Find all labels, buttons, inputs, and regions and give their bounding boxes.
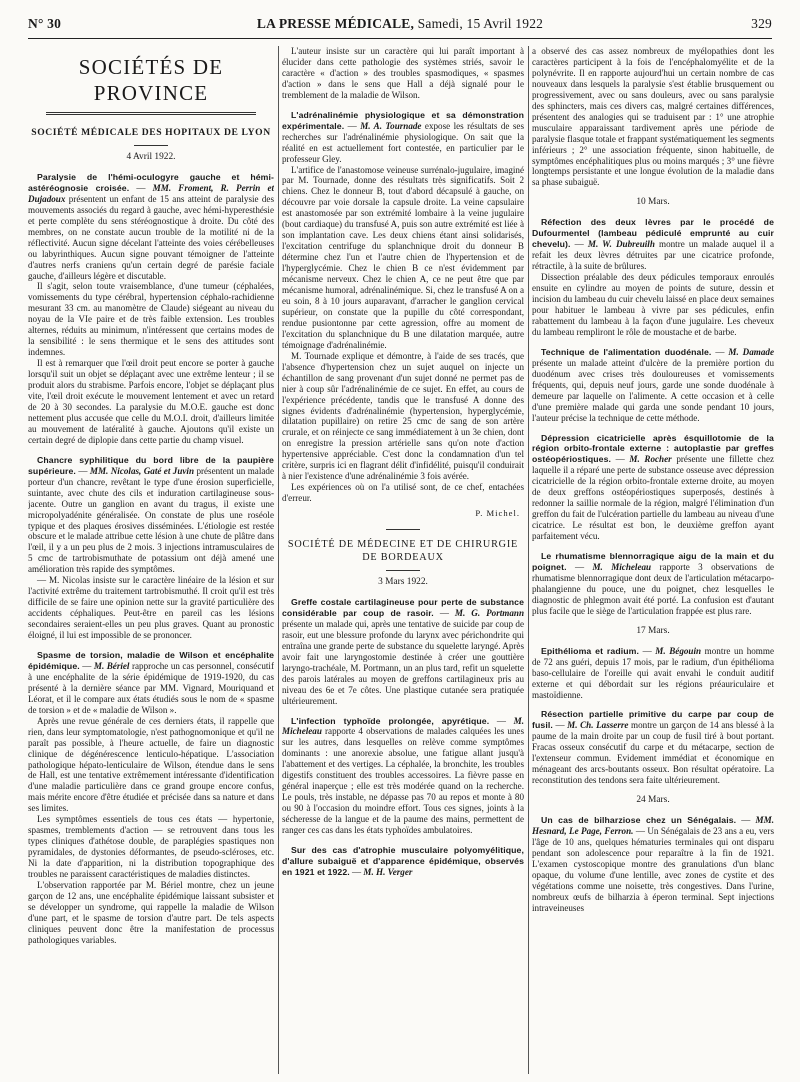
article-authors: M. Ch. Lasserre [567,720,629,731]
article-paragraph: Les expériences où on l'a utilisé sont, de ce chef, entachées d'erreur. [282,482,524,504]
article-entry: Un cas de bilharziose chez un Sénégalais. — MM. Hesnard, Le Page, Ferron. — Un Sénégalais de 23 ans a eu, vers l'âge de 10 ans, quelques hématuries terminales qui ont disparu pendant son adolescence pour reparaître à la fin de 1921. L'examen cystoscopique montre des granulations d'un blanc opaque, du volume d'une lentille, avec zones de cystite et des végétations comme une noisette, très congestives. Dans l'urine, nombreux œufs de bilharzia à éperon terminal. Sept injections intraveineuses [532,815,774,913]
article-text: présente un malade qui, après une tentative de suicide par coup de rasoir, eut une blessure profonde du larynx avec périchondrite qui entraîna une grande perte de substance du squelette laryngé. Après avoir fait une laryngostomie destinée à créer une gouttière laryngo-trachéale, M. Portmann, un an plus tard, refit un squelette des parois latérales au moyen de greffons cartilagineux pris au niveau des 6e et 7e côtes. Une plastique cutanée sera pratiquée ultérieurement. [282,618,524,706]
article-text: présentent un enfant de 15 ans atteint de paralysie des mouvements associés du regard à gauche, avec hémi-hyperesthésie et perte complète du sens stéréognostique à droite. Du côté des membres, on ne constate aucun trouble de la motilité ni de la réflectivité. Aucun signe décelant l'atteinte des voies cérébelleuses ou labyrinthiques. Aucun signe pouvant témoigner de l'atteinte d'autres nerfs craniens qu'un certain degré de parésie faciale gauche, d'ailleurs légère et discutable. [28,193,274,281]
article-authors: MM. Hesnard, Le Page, Ferron. [532,815,774,837]
article-entry: Spasme de torsion, maladie de Wilson et encéphalite épidémique. — M. Bériel rapproche un cas personnel, consécutif à une encéphalite de la série épidémique de 1919-1920, du cas présenté à la dernière séance par MM. Vignard, Mouriquand et Léorat, et il le compare aux états étudiés sous le nom de « spasme de torsion » et de « maladie de Wilson ». [28,649,274,715]
article-title: Paralysie de l'hémi-oculogyre gauche et hémi-astéréognosie croisée. [28,171,274,193]
header-rule [28,38,772,39]
article-authors: M. Rocher [629,454,672,465]
article-entry: L'adrénalinémie physiologique et sa démonstration expérimentale. — M. A. Tournade expose les résultats de ses recherches sur l'adrénalinémie physiologique. On sait que la réalité en est actuellement fort contestée, en particulier par le professeur Gley. [282,109,524,164]
session-date: 3 Mars 1922. [378,577,428,588]
report-signature: P. Michel. [475,508,520,519]
article-text: présente une fillette chez laquelle il a réparé une perte de substance osseuse avec dépression cicatricielle de la région orbito-frontale externe droite, au moyen de deux greffons ostéopériostiques superposés, destinés à redonner la saillie normale de la région, malgré l'élimination d'un greffon du fait de l'ulcération partielle du lambeau au niveau d'une cicatrice. Le résultat est bon, le deuxième greffon ayant parfaitement vécu. [532,454,774,542]
article-paragraph: Il s'agit, selon toute vraisemblance, d'une tumeur (céphalées, vomissements du type cérébral, hypertension céphalo-rachidienne mesurant 33 cm. au manomètre de Claude) siégeant au niveau du noyau de la VIe paire et de très faible extension. Les troubles alternes, réduits au minimum, n'intéressent que certains modes de la sensibilité : le sens thermique et le sens des attitudes sont indemnes. [28,281,274,358]
article-authors: M. W. Dubreuilh [587,239,655,250]
article-authors: M. G. Portmann [454,607,524,618]
section-rule [386,529,420,530]
article-entry: Dépression cicatricielle après ésquillotomie de la région orbito-frontale externe : autoplastie par greffes ostéopériostiques. — M. Rocher présente une fillette chez laquelle il a réparé une perte de substance osseuse avec dépression cicatricielle de la région orbito-frontale externe droite, au moyen de deux greffons ostéopériostiques superposés, destinés à redonner la saillie normale de la région, malgré l'élimination d'un greffon du fait de l'ulcération partielle du lambeau au niveau d'une cicatrice. Le résultat est bon, le deuxième greffon ayant parfaitement vécu. [532,432,774,542]
article-text: rapporte 3 observations de rhumatisme blennorragique dont deux de l'articulation métacarpo-phalangienne du pouce, une du poignet, chez lesquelles le diagnostic de phlegmon avait été porté. La confusion est d'autant plus facile que le siège de l'articulation frappée est plus rare. [532,561,774,616]
article-paragraph: Après une revue générale de ces derniers états, il rappelle que rien, dans leur symptomatologie, n'est pathognomonique et qu'il ne paraît pas possible, à l'heure actuelle, de faire un diagnostic clinique de dégénérescence lenticulo-hépatique. L'association pathologique hépato-lenticulaire de Wilson, étendue dans le sens de Hall, est une tentative extrêmement intéressante d'identification d'une maladie particulière dans ce grand groupe encore confus, mais mérite encore d'être étudiée et précisée dans sa nature et dans ses limites. [28,715,274,814]
society-rule [386,570,420,571]
society-name: SOCIÉTÉ MÉDICALE DES HOPITAUX DE LYON [31,127,271,138]
article-title: L'infection typhoïde prolongée, apyrétique. [291,715,490,726]
article-paragraph: L'artifice de l'anastomose veineuse surrénalo-jugulaire, imaginé par M. Tournade, donne des résultats très significatifs. Soit 2 chiens. Chez le donneur B, tout d'abord décapsulé à gauche, on découvre par voie dorsale la capsule droite. La veine capsulaire est anastomosée par son extrémité lombaire à la veine jugulaire (bout cardiaque) du transfusé A, puis son autre extrémité est liée à son implantation cave. Les deux chiens étant ainsi solidarisés, l'excitation centrifuge du splanchnique droit du donneur B détermine chez l'un et l'autre chien de l'hypertension et de l'hyperglycémie. Chez le chien B ce n'est évidemment par mécanisme nerveux. Chez le chien A, ce ne peut être que par mécanisme humoral, adrénalinémique. Si, chez le transfusé A on a eu soin, 8 à 10 jours auparavant, d'arracher le ganglion cervical supérieur, on constate que la pupille du côté correspondant, rendue pusiontonne par cette agression, offre au moment de l'excitation du splanchnique du B une dilatation marquée, autre témoignage d'adrénalinémie. [282,164,524,350]
article-entry: Chancre syphilitique du bord libre de la paupière supérieure. — MM. Nicolas, Gaté et Juvin présentent un malade porteur d'un chancre, revêtant le type d'une érosion superficielle, suintante, avec chute des cils et induration cartilagineuse sous-jacente. Outre un ganglion en avant du tragus, il existe une micropolyadénite généralisée. On constate de plus une roséole typique et des plaques érosives disséminées. L'étiologie est restée obscure et le malade attribue cette lésion à une chute de plâtre dans l'œil, il y a un peu plus de 2 mois. 3 injections intramusculaires de 5 cmc de tartrobismuthate de potassium ont déjà amené une amélioration très rapide des symptômes. [28,454,274,575]
article-paragraph: Il est à remarquer que l'œil droit peut encore se porter à gauche lorsqu'il suit un objet se déplaçant avec une extrême lenteur ; il se produit alors du strabisme. Parfois encore, l'objet se déplaçant plus vite, l'œil droit exécute le mouvement lentement et avec un retard de 20 à 30 secondes. La paralysie du M.O.E. gauche est donc nettement plus accusée que celle du M.O.I. droit, d'ailleurs limitée au mouvement de latéralité à gauche. Ajoutons qu'il existe un certain degré de diplopie dans cette partie du champ visuel. [28,358,274,445]
article-entry: Résection partielle primitive du carpe par coup de fusil. — M. Ch. Lasserre montre un garçon de 14 ans blessé à la paume de la main droite par un coup de fusil tiré à bout portant. Fracas osseux consécutif du carpe et du métacarpe, section de l'extenseur commun. Evidement immédiat et économique en ménageant des arcs-boutants osseux. Bon résultat opératoire. La reconstitution des tendons sera faite ultérieurement. [532,709,774,786]
article-text: montre un homme de 72 ans guéri, depuis 17 mois, par le radium, d'un épithélioma baso-cellulaire de l'oreille qui avait envahi le conduit auditif externe et qui débordait sur les régions préauriculaire et mastoïdienne. [532,645,774,700]
section-title: SOCIÉTÉS DE PROVINCE [78,55,224,105]
session-date: 4 Avril 1922. [126,152,176,162]
article-authors: MM. Froment, R. Perrin et Dujadoux [28,182,274,204]
issue-date: Samedi, 15 Avril 1922 [414,16,544,31]
article-entry: L'infection typhoïde prolongée, apyrétique. — M. Micheleau rapporte 4 observations de malades calquées les unes sur les autres, dans lesquelles on relève comme symptômes dominants : une anorexie absolue, une fatigue allant jusqu'à l'abattement et des vertiges. La céphalée, la bronchite, les troubles digestifs constituent des troubles accessoires. La fièvre passe en général inaperçue ; elle est très modérée quand on la recherche. Le pouls, très instable, ne dépasse pas 70 au repos et monte à 80 ou 90 à l'occasion du moindre effort. Tous ces signes, joints à la sécheresse de la langue et de la paume des mains, permettent de ranger ces cas dans les états typhoïdes ambulatoires. [282,715,524,836]
article-text: présentent un malade porteur d'un chancre, revêtant le type d'une érosion superficielle, suintante, avec chute des cils et induration cartilagineuse sous-jacente. Outre un ganglion en avant du tragus, il existe une micropolyadénite généralisée. On constate de plus une roséole typique et des plaques érosives disséminées. L'étiologie est restée obscure et le malade attribue cette lésion à une chute de plâtre dans l'œil, il y a un peu plus de 2 mois. 3 injections intramusculaires de 5 cmc de tartrobismuthate de potassium ont déjà amené une amélioration très rapide des symptômes. [28,465,274,575]
page-number: 329 [751,16,772,31]
article-text: expose les résultats de ses recherches sur l'adrénalinémie physiologique. On sait que la réalité en est actuellement fort contestée, en particulier par le professeur Gley. [282,120,524,164]
article-paragraph: — M. Nicolas insiste sur le caractère linéaire de la lésion et sur l'activité extrême du traitement tartrobismuthé. Il croit qu'il est très difficile de se faire une opinion nette sur la gravité particulière des accidents céphaliques. Peut-être en pareil cas les lésions secondaires seraient-elles un peu plus graves. Quant au pronostic éloigné, il lui est impossible de se prononcer. [28,575,274,641]
article-text: présente un malade atteint d'ulcère de la première portion du duodénum avec crises très douloureuses et vomissements fréquents, qui, depuis neuf jours, garde une sonde duodénale à demeure par laquelle on l'alimente. A cette occasion et à celle d'une première malade qui garda une sonde pendant 10 jours, l'auteur précise la technique de cette méthode. [532,357,774,423]
running-header [28,14,772,36]
article-entry: Le rhumatisme blennorragique aigu de la main et du poignet. — M. Micheleau rapporte 3 observations de rhumatisme blennorragique dont deux de l'articulation métacarpo-phalangienne du pouce, une du poignet, chez lesquelles le diagnostic de phlegmon avait été porté. La confusion est d'autant plus facile que le siège de l'articulation frappée est plus rare. [532,551,774,616]
session-date: 17 Mars. [636,625,670,636]
column-divider [528,46,529,1074]
column-1 [28,46,274,1076]
article-text: montre un malade auquel il a refait les deux lèvres détruites par une cicatrice profonde, rétractile, à la suite de brûlures. [532,239,774,272]
session-date: 24 Mars. [636,795,670,806]
column-2 [282,46,524,1076]
article-title: Chancre syphilitique du bord libre de la paupière supérieure. [28,454,274,476]
article-entry: Paralysie de l'hémi-oculogyre gauche et hémi-astéréognosie croisée. — MM. Froment, R. Perrin et Dujadoux présentent un enfant de 15 ans atteint de paralysie des mouvements associés du regard à gauche, avec hémi-hyperesthésie et perte complète du sens stéréognostique à droite. Du côté des membres, on ne constate aucun trouble de la motilité ni de la réflectivité. Aucun signe décelant l'atteinte des voies cérébelleuses ou labyrinthiques. Aucun signe pouvant témoigner de l'atteinte d'autres nerfs craniens qu'un certain degré de parésie faciale gauche, d'ailleurs légère et discutable. [28,171,274,281]
article-authors: M. Micheleau [282,715,524,737]
article-paragraph: Les symptômes essentiels de tous ces états — hypertonie, spasmes, tremblements d'action — se retrouvent dans tous les types cliniques d'athétose double, de paraplégies spastiques non pyramidales, de dystonies déformantes, de pseudo-scléroses, etc. Ni la date d'apparition, ni la distribution topographique des troubles ne paraissent caractéristiques de maladies distinctes. [28,814,274,880]
article-title: Dépression cicatricielle après ésquillotomie de la région orbito-frontale externe : autoplastie par greffes ostéopériostiques. [532,432,774,465]
article-paragraph: M. Tournade explique et démontre, à l'aide de ses tracés, que l'absence d'hypertension chez un sujet auquel on injecte un échantillon de sang provenant d'un sujet donné ne permet pas de nier à coup sûr l'adrénalinémie de ce sujet. En effet, au cours de l'expérience précédente, tandis que le transfusé A donne des signes évidents d'adrénalinémie (hypertension, hyperglycémie, dilatation pupillaire) on retire 25 cmc de sang de son artère crurale, et on réinjecte ce sang immédiatement à un 3e chien, dont on enregistre la pression artérielle sans qu'on note d'action hypertensive appréciable. C'est donc la condamnation d'un tel critère, surpris ici en flagrant délit d'infidélité, puisqu'il conduirait à nier l'existence d'une adrénalinémie 3 fois avérée. [282,350,524,482]
session-date: 10 Mars. [636,197,670,208]
article-title: Réfection des deux lèvres par le procédé de Dufourmentel (lambeau pédiculé emprunté au cuir chevelu). [532,217,774,250]
article-title: Spasme de torsion, maladie de Wilson et encéphalite épidémique. [28,649,274,671]
article-entry: Réfection des deux lèvres par le procédé de Dufourmentel (lambeau pédiculé emprunté au cuir chevelu). — M. W. Dubreuilh montre un malade auquel il a refait les deux lèvres détruites par une cicatrice profonde, rétractile, à la suite de brûlures. [532,217,774,272]
article-paragraph: Dissection préalable des deux pédicules temporaux enroulés ensuite en cylindre au moyen de points de suture, dessin et incision du lambeau du cuir chevelu laissé en place deux semaines pour habituer le lambeau à vivre par ses pédicules, enfin rabattement du lambeau à la façon d'une jugulaire. Les cheveux du lambeau rempliront le rôle de moustache et de barbe. [532,272,774,337]
article-entry: Technique de l'alimentation duodénale. — M. Damade présente un malade atteint d'ulcère de la première portion du duodénum avec crises très douloureuses et vomissements fréquents, qui, depuis neuf jours, garde une sonde duodénale à demeure par laquelle on l'alimente. A cette occasion et à celle d'une première malade qui garda une sonde pendant 10 jours, l'auteur précise la technique de cette méthode. [532,346,774,423]
article-authors: M. Bériel [93,660,130,671]
article-title: Le rhumatisme blennorragique aigu de la main et du poignet. [532,551,774,572]
article-authors: MM. Nicolas, Gaté et Juvin [89,465,195,476]
article-text: a observé des cas assez nombreux de myélopathies dont les caractères participent à la fois de l'encéphalomyélite et de la polynévrite. Il en rapporte aujourd'hui un certain nombre de cas nouveaux dans lesquels la paralysie s'est établie brusquement ou progressivement, avec ou sans douleurs, avec ou sans paralysie des sphincters, mais ces divers cas, malgré certaines différences, présentent des analogies qui se traduisent par : 1° une atrophie musculaire apparaissant tardivement après une période de paralysie flasque totale et frappant systématiquement les segments inférieurs ; 2° une association fréquente, sinon habituelle, de symptômes encéphalitiques plus ou moins marqués ; 3° une fièvre longtemps persistante et une longue évolution de la maladie dans sa phase subaiguë. [532,46,774,188]
article-entry: Epithélioma et radium. — M. Bégouin montre un homme de 72 ans guéri, depuis 17 mois, par le radium, d'un épithélioma baso-cellulaire de l'oreille qui avait envahi le conduit auditif externe et qui débordait sur les régions préauriculaire et mastoïdienne. [532,645,774,700]
article-authors: M. Damade [728,346,774,357]
article-title: L'adrénalinémie physiologique et sa démonstration expérimentale. [282,109,524,131]
column-divider [278,46,279,1074]
article-title: Résection partielle primitive du carpe par coup de fusil. [532,709,774,731]
column-3 [532,46,774,1076]
journal-name: LA PRESSE MÉDICALE, [256,16,415,31]
article-authors: M. A. Tournade [360,120,422,131]
article-title: Technique de l'alimentation duodénale. [541,346,712,357]
article-entry: Sur des cas d'atrophie musculaire polyomyélitique, d'allure subaiguë et d'apparence épidémique, observés en 1921 et 1922. — M. H. Verger [282,845,524,877]
article-text: Un Sénégalais de 23 ans a eu, vers l'âge de 10 ans, quelques hématuries terminales qui ont disparu pendant son adolescence pour reparaître à la fin de 1921. L'examen cystoscopique montre des granulations d'un blanc opaque, du volume d'une lentille, avec zones de cystite et des végétations comme une noisette, très congestives. Dans l'urine, nombreux œufs de bilharzia à éperon terminal. Sept injections intraveineuses [532,826,774,913]
article-paragraph: L'observation rapportée par M. Bériel montre, chez un jeune garçon de 12 ans, une encéphalite épidémique laissant subsister et se développer un syndrome, qui rappelle la maladie de Wilson d'une part, et le spasme de torsion d'autre part. De tels aspects cliniques peuvent donc être la manifestation de processus pathologiques variables. [28,880,274,945]
article-authors: M. H. Verger [363,866,413,877]
article-title: Sur des cas d'atrophie musculaire polyomyélitique, d'allure subaiguë et d'apparence épidémique, observés en 1921 et 1922. [282,845,524,877]
article-entry: Greffe costale cartilagineuse pour perte de substance considérable par coup de rasoir. — M. G. Portmann présente un malade qui, après une tentative de suicide par coup de rasoir, eut une blessure profonde du larynx avec périchondrite qui entraîna une grande perte de substance du squelette laryngé. Après avoir fait une laryngostomie destinée à créer une gouttière laryngo-trachéale, M. Portmann, un an plus tard, refit un squelette des parois latérales au moyen de greffons cartilagineux pris au niveau des 6e et 7e côtes. Une plastique cutanée sera pratiquée ultérieurement. [282,596,524,706]
article-title: Epithélioma et radium. [541,645,639,656]
article-text: montre un garçon de 14 ans blessé à la paume de la main droite par un coup de fusil tiré à bout portant. Fracas osseux consécutif du carpe et du métacarpe, section de l'extenseur commun. Evidement immédiat et économique en ménageant des arcs-boutants osseux. Bon résultat opératoire. La reconstitution des tendons sera faite ultérieurement. [532,720,774,786]
issue-number: N° 30 [28,16,62,31]
article-paragraph: L'auteur insiste sur un caractère qui lui paraît important à élucider dans cette pathologie des systèmes striés, savoir le caractère « d'action » des troubles spasmodiques, « spasmes d'action » dans le sens que Hall a déjà signalé pour le tremblement de la maladie de Wilson. [282,46,524,100]
article-authors: M. Bégouin [655,645,702,656]
article-text: rapporte 4 observations de malades calquées les unes sur les autres, dans lesquelles on relève comme symptômes dominants : une anorexie absolue, une fatigue allant jusqu'à l'abattement et des vertiges. La céphalée, la bronchite, les troubles digestifs constituent des troubles accessoires. La fièvre passe en général inaperçue ; elle est très modérée quand on la recherche. Le pouls, très instable, ne dépasse pas 70 au repos et monte à 80 ou 90 à l'occasion du moindre effort. Tous ces signes, joints à la sécheresse de la langue et de la paume des mains, permettent de ranger ces cas dans les états typhoïdes ambulatoires. [282,726,524,836]
article-authors: M. Micheleau [592,561,652,572]
journal-title [28,16,772,32]
article-title: Greffe costale cartilagineuse pour perte de substance considérable par coup de rasoir. [282,596,524,618]
society-rule [134,145,168,146]
society-name: SOCIÉTÉ DE MÉDECINE ET DE CHIRURGIE DE BORDEAUX [287,539,519,564]
article-text: rapproche un cas personnel, consécutif à une encéphalite de la série épidémique de 1919-1920, du cas présenté à la dernière séance par MM. Vignard, Mouriquand et Léorat, et il le compare aux états étudiés sous le nom de « spasme de torsion » et de « maladie de Wilson ». [28,660,274,715]
article-title: Un cas de bilharziose chez un Sénégalais. [541,815,737,826]
title-rule [46,112,256,115]
